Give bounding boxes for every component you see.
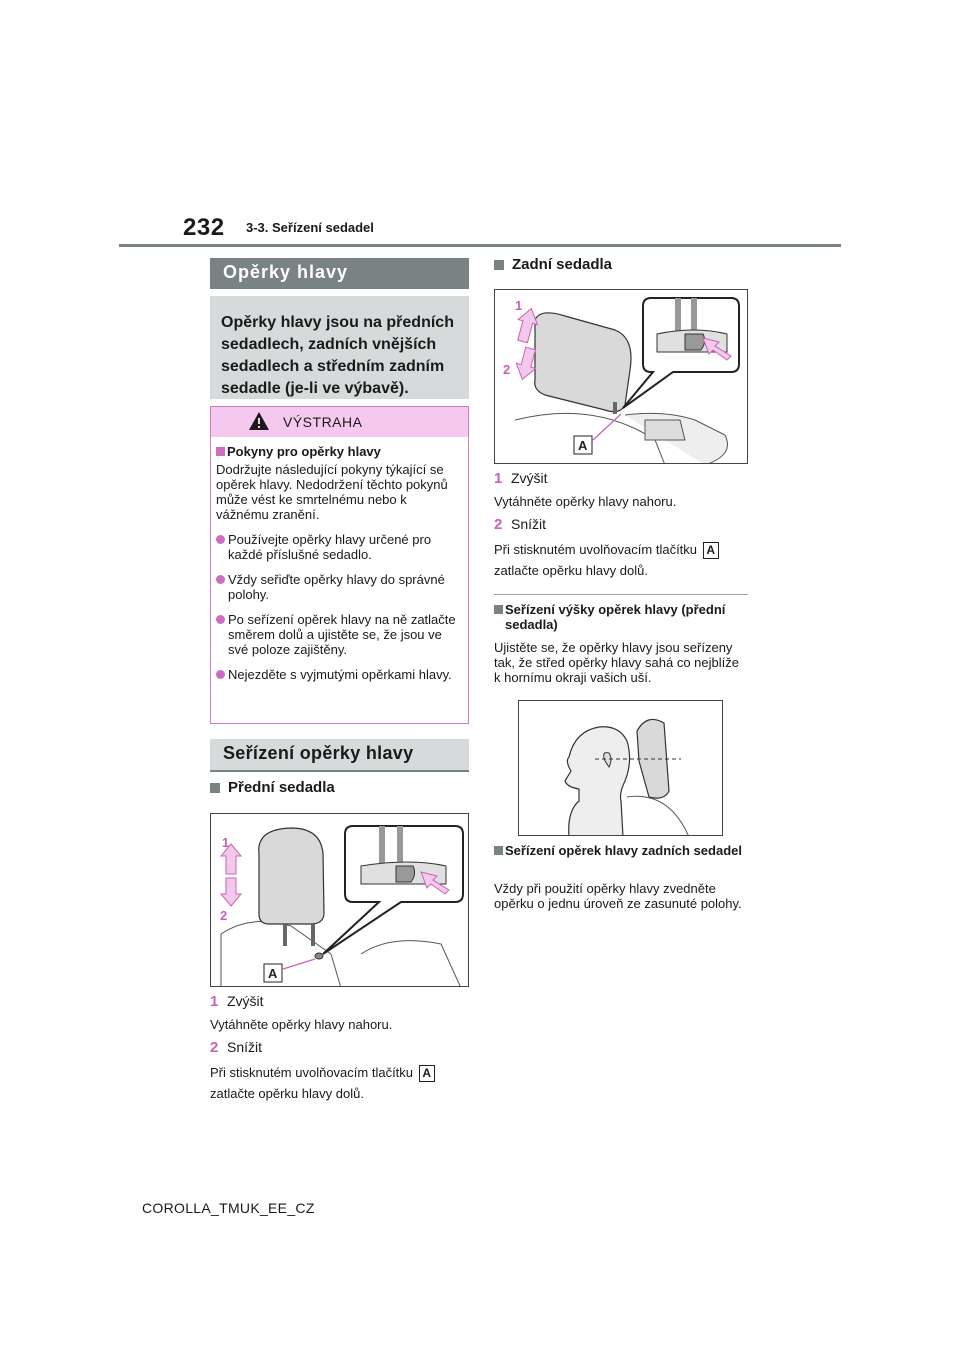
divider bbox=[494, 594, 748, 595]
rear-headrest-illustration bbox=[495, 290, 748, 464]
warning-bullet: Po seřízení opěrek hlavy na ně zatlačte směrem dolů a ujistěte se, že jsou ve své poloze zajištěny. bbox=[216, 612, 460, 657]
figure-label-1: 1 bbox=[515, 298, 523, 313]
warning-bullet: Vždy seřiďte opěrky hlavy do správné polohy. bbox=[216, 572, 460, 602]
bullet-dot-icon bbox=[216, 535, 225, 544]
square-bullet-icon bbox=[210, 783, 220, 793]
front-headrest-illustration bbox=[211, 814, 469, 987]
figure-label-2: 2 bbox=[220, 908, 228, 923]
button-a-key: A bbox=[703, 542, 719, 559]
rear-step-2: 2 Snížit bbox=[494, 516, 547, 533]
warning-bullet: Nejezděte s vyjmutými opěrkami hlavy. bbox=[216, 667, 460, 682]
square-bullet-icon bbox=[494, 605, 503, 614]
warning-triangle-icon bbox=[248, 411, 270, 431]
warning-subheading: Pokyny pro opěrky hlavy bbox=[216, 444, 460, 459]
rear-adjust-subheading: Seřízení opěrek hlavy zadních sedadel bbox=[494, 843, 748, 858]
section-title-headrests: Opěrky hlavy bbox=[210, 258, 469, 289]
front-step-2-desc: Při stisknutém uvolňovacím tlačítku A bbox=[210, 1065, 469, 1082]
rear-step-2-desc: Při stisknutém uvolňovacím tlačítku A bbox=[494, 542, 748, 559]
warning-header bbox=[211, 407, 468, 437]
warning-text: Dodržujte následující pokyny týkající se opěrek hlavy. Nedodržení těchto pokynů může vést ke smrtelnému nebo k vážnému zranění. bbox=[216, 462, 448, 522]
breadcrumb: 3-3. Seřízení sedadel bbox=[246, 220, 374, 235]
front-step-1-desc: Vytáhněte opěrky hlavy nahoru. bbox=[210, 1017, 393, 1032]
rear-headrest-figure bbox=[494, 289, 748, 464]
figure-label-1: 1 bbox=[222, 835, 230, 850]
figure-label-a: A bbox=[268, 966, 278, 981]
button-a-key: A bbox=[419, 1065, 435, 1082]
rear-step-1-desc: Vytáhněte opěrky hlavy nahoru. bbox=[494, 494, 677, 509]
height-adjust-subheading: Seřízení výšky opěrek hlavy (přední sedadla) bbox=[494, 602, 748, 632]
warning-box bbox=[210, 406, 469, 724]
bullet-dot-icon bbox=[216, 575, 225, 584]
rear-seats-heading: Zadní sedadla bbox=[494, 256, 612, 273]
square-bullet-icon bbox=[216, 447, 225, 456]
square-bullet-icon bbox=[494, 260, 504, 270]
front-seats-heading: Přední sedadla bbox=[210, 779, 335, 796]
height-adjust-text: Ujistěte se, že opěrky hlavy jsou seřízeny tak, že střed opěrky hlavy sahá co nejblíže k hornímu okraji vašich uší. bbox=[494, 640, 739, 685]
warning-title: VÝSTRAHA bbox=[283, 414, 363, 430]
document-code: COROLLA_TMUK_EE_CZ bbox=[142, 1200, 315, 1216]
section-title-adjust: Seřízení opěrky hlavy bbox=[210, 739, 469, 772]
rear-adjust-text: Vždy při použití opěrky hlavy zvedněte opěrku o jednu úroveň ze zasunuté polohy. bbox=[494, 881, 742, 911]
header-rule bbox=[119, 244, 841, 247]
front-step-2-desc-cont: zatlačte opěrku hlavy dolů. bbox=[210, 1086, 364, 1101]
rear-step-2-desc-cont: zatlačte opěrku hlavy dolů. bbox=[494, 563, 648, 578]
intro-text: Opěrky hlavy jsou na předních sedadlech, zadních vnějších sedadlech a středním zadním sedadle (je-li ve výbavě). bbox=[210, 296, 469, 399]
front-headrest-figure bbox=[210, 813, 469, 987]
front-step-2: 2 Snížit bbox=[210, 1039, 263, 1056]
square-bullet-icon bbox=[494, 846, 503, 855]
rear-step-1: 1 Zvýšit bbox=[494, 470, 548, 487]
warning-bullet: Používejte opěrky hlavy určené pro každé příslušné sedadlo. bbox=[216, 532, 460, 562]
bullet-dot-icon bbox=[216, 615, 225, 624]
figure-label-a: A bbox=[578, 438, 588, 453]
front-step-1: 1 Zvýšit bbox=[210, 993, 264, 1010]
page-number: 232 bbox=[183, 214, 225, 241]
figure-label-2: 2 bbox=[503, 362, 511, 377]
head-position-illustration bbox=[519, 701, 723, 836]
head-position-figure bbox=[518, 700, 723, 836]
bullet-dot-icon bbox=[216, 670, 225, 679]
